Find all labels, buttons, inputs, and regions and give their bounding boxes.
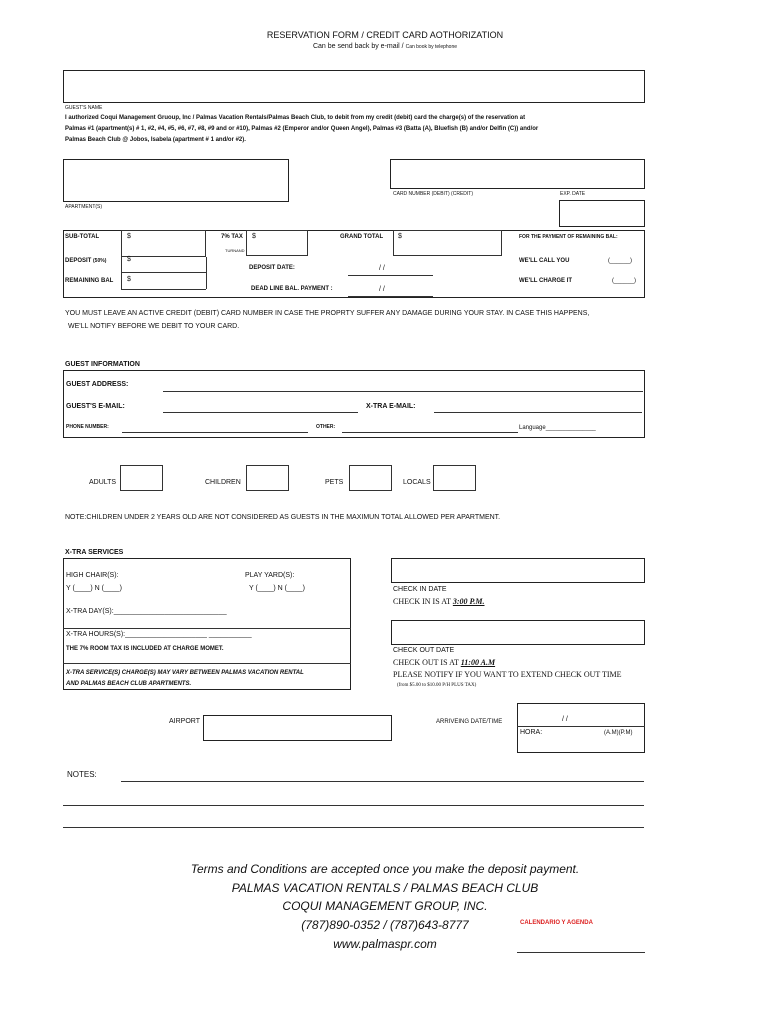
subtotal-label: SUB-TOTAL — [65, 234, 100, 240]
company-line-2: COQUI MANAGEMENT GROUP, INC. — [282, 899, 488, 913]
phone-line[interactable] — [122, 432, 308, 433]
airport-label: AIRPORT — [169, 718, 200, 725]
form-title: RESERVATION FORM / CREDIT CARD AOTHORIZATION — [266, 30, 504, 40]
call-you-label: WE'LL CALL YOU — [519, 258, 570, 264]
charge-it-check[interactable]: (______) — [612, 278, 637, 284]
pets-field[interactable] — [349, 465, 392, 491]
guest-name-label: GUEST'S NAME — [65, 105, 103, 111]
hora-label: HORA: — [520, 729, 543, 736]
children-field[interactable] — [246, 465, 289, 491]
play-yard-label: PLAY YARD(S): — [245, 572, 295, 579]
arriving-date-slashes: / / — [562, 716, 568, 723]
ampm-label: (A.M)(P.M) — [604, 730, 633, 736]
high-chair-yes-no[interactable]: Y (____) N (____) — [66, 585, 122, 592]
high-chair-label: HIGH CHAIR(S): — [66, 572, 119, 579]
airport-field[interactable] — [203, 715, 392, 741]
charge-it-label: WE'LL CHARGE IT — [519, 278, 572, 284]
damage-notice-line-2: WE'LL NOTIFY BEFORE WE DEBIT TO YOUR CARD. — [68, 323, 240, 330]
checkout-time-prefix: CHECK OUT IS AT — [393, 658, 461, 667]
phone-numbers: (787)890-0352 / (787)643-8777 — [301, 918, 469, 932]
terms-text: Terms and Conditions are accepted once you make the deposit payment. — [190, 862, 580, 876]
checkin-date-field[interactable] — [391, 558, 645, 583]
guest-info-heading: GUEST INFORMATION — [65, 361, 140, 368]
play-yard-yes-no[interactable]: Y (____) N (____) — [249, 585, 305, 592]
deposit-date-slashes: / / — [379, 265, 385, 272]
tax-label: 7% TAX — [221, 234, 243, 240]
exp-date-field[interactable] — [559, 200, 645, 227]
other-label: OTHER: — [316, 424, 336, 430]
checkout-time-value: 11:00 A.M — [460, 658, 496, 667]
extra-email-label: X-TRA E-MAIL: — [366, 403, 416, 410]
guest-address-label: GUEST ADDRESS: — [66, 381, 129, 388]
remaining-payment-label: FOR THE PAYMENT OF REMAINING BAL: — [519, 234, 618, 240]
grand-total-field[interactable] — [393, 230, 502, 256]
room-tax-note: THE 7% ROOM TAX IS INCLUDED AT CHARGE MOMET. — [66, 646, 224, 652]
checkout-date-label: CHECK OUT DATE — [393, 647, 455, 654]
notes-label: NOTES: — [67, 770, 97, 779]
guest-address-line[interactable] — [163, 391, 643, 392]
form-subtitle — [0, 43, 770, 50]
pets-label: PETS — [325, 479, 344, 486]
notes-line-3[interactable] — [63, 827, 644, 828]
subtitle-telephone: Can book by telephone — [405, 44, 458, 50]
authorization-line-3: Palmas Beach Club @ Jobos, Isabela (apartment # 1 and/or #2). — [65, 137, 246, 143]
notes-line-1[interactable] — [121, 781, 644, 782]
calendar-line[interactable] — [517, 952, 645, 953]
extra-email-line[interactable] — [434, 412, 642, 413]
charges-note-line-2: AND PALMAS BEACH CLUB APARTMENTS. — [66, 681, 192, 687]
notes-line-2[interactable] — [63, 805, 644, 806]
other-line[interactable] — [342, 432, 518, 433]
guest-name-field[interactable] — [63, 70, 645, 103]
adults-field[interactable] — [120, 465, 163, 491]
remaining-bal-label: REMAINING BAL — [65, 278, 114, 284]
website-link[interactable]: www.palmaspr.com — [333, 937, 437, 951]
extra-days-field[interactable]: X-TRA DAY(S):_____________________________ — [66, 608, 227, 615]
deposit-date-label: DEPOSIT DATE: — [249, 265, 295, 271]
card-number-label: CARD NUMBER (DEBIT) (CREDIT) — [393, 191, 473, 197]
locals-label: LOCALS — [403, 479, 431, 486]
checkin-date-label: CHECK IN DATE — [393, 586, 447, 593]
checkin-time — [393, 597, 485, 606]
locals-field[interactable] — [433, 465, 476, 491]
deposit-percent: (50%) — [93, 258, 107, 264]
guest-email-line[interactable] — [163, 412, 358, 413]
subtitle-email: Can be send back by e-mail / — [312, 43, 406, 50]
remaining-dollar: $ — [127, 276, 131, 283]
subtotal-dollar: $ — [127, 233, 131, 240]
deposit-dollar: $ — [127, 256, 131, 263]
authorization-line-2: Palmas #1 (apartment(s) # 1, #2, #4, #5, #6, #7, #8, #9 and or #10), Palmas #2 (Emperor and/or Queen Angel), Palmas #3 (Batta (A), Bluefish (B) and/or Delfin (C)) and/or — [65, 126, 539, 132]
checkout-time — [393, 658, 495, 667]
extra-hours-field[interactable]: X-TRA HOURS(S):_____________________ ___________ — [66, 631, 252, 638]
deposit-text: DEPOSIT — [65, 258, 92, 264]
subtotal-field[interactable] — [121, 230, 206, 257]
calendar-label: CALENDARIO Y AGENDA — [520, 920, 593, 926]
apartments-field[interactable] — [63, 159, 289, 202]
card-number-field[interactable] — [390, 159, 645, 189]
damage-notice-line-1: YOU MUST LEAVE AN ACTIVE CREDIT (DEBIT) CARD NUMBER IN CASE THE PROPRTY SUFFER ANY DAMAGE DURING YOUR STAY. IN CASE THIS HAPPENS, — [65, 310, 590, 317]
exp-date-label: EXP. DATE — [560, 191, 586, 197]
company-line-1: PALMAS VACATION RENTALS / PALMAS BEACH CLUB — [231, 881, 539, 895]
extend-fee-note: (from $5.00 to $10.00 P/H PLUS TAX) — [397, 683, 477, 688]
adults-label: ADULTS — [89, 479, 117, 486]
tax-dollar: $ — [252, 233, 256, 240]
charges-note-line-1: X-TRA SERVICE(S) CHARGE(S) MAY VARY BETWEEN PALMAS VACATION RENTAL — [66, 670, 304, 676]
call-you-check[interactable]: (______) — [608, 258, 633, 264]
children-label: CHILDREN — [205, 479, 241, 486]
extra-services-heading: X-TRA SERVICES — [65, 549, 124, 556]
checkin-time-prefix: CHECK IN IS AT — [393, 597, 453, 606]
authorization-line-1: I authorized Coqui Management Gruoup, Inc / Palmas Vacation Rentals/Palmas Beach Club, to debit from my credit (debit) card the charge(s) of the reservation at — [65, 115, 526, 121]
arriving-date-time-box — [517, 703, 645, 753]
checkout-date-field[interactable] — [391, 620, 645, 645]
apartments-label: APARTMENT(S) — [65, 204, 103, 210]
children-note: NOTE:CHILDREN UNDER 2 YEARS OLD ARE NOT CONSIDERED AS GUESTS IN THE MAXIMUN TOTAL ALLOWED PER APARTMENT. — [65, 514, 501, 521]
language-field[interactable]: Language_______________ — [519, 425, 596, 431]
grand-total-dollar: $ — [398, 233, 402, 240]
checkin-time-value: 3:00 P.M. — [452, 597, 485, 606]
arriving-label: ARRIVEING DATE/TIME — [436, 719, 503, 725]
deadline-label: DEAD LINE BAL. PAYMENT : — [251, 286, 333, 292]
guest-email-label: GUEST'S E-MAIL: — [66, 403, 125, 410]
phone-label: PHONE NUMBER: — [66, 424, 109, 430]
extend-checkout-note: PLEASE NOTIFY IF YOU WANT TO EXTEND CHECK OUT TIME — [393, 670, 622, 679]
deposit-label — [65, 258, 106, 264]
arriving-date-line[interactable] — [517, 726, 645, 727]
grand-total-label: GRAND TOTAL — [340, 234, 384, 240]
deadline-date-slashes: / / — [379, 286, 385, 293]
tax-sublabel: TURNAND — [225, 248, 245, 253]
